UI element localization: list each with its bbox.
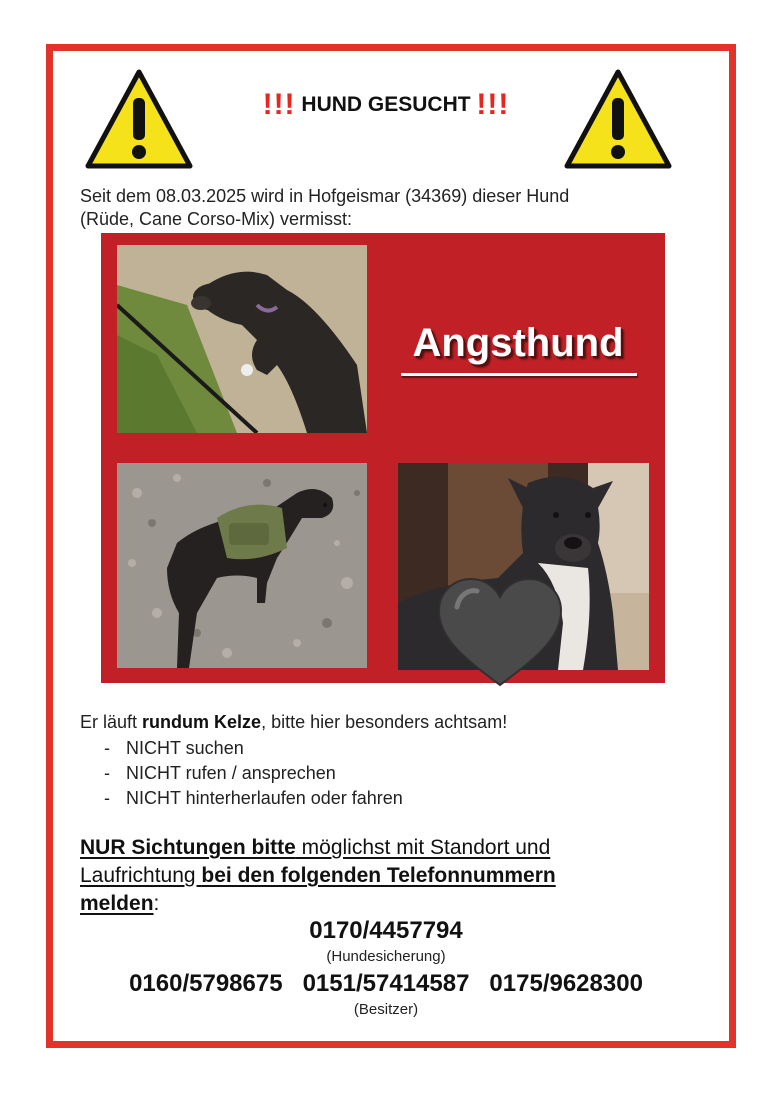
cta-part-4: bei den folgenden Telefonnummern xyxy=(201,864,556,887)
dog-photo-backpack xyxy=(117,463,367,668)
label-underline xyxy=(401,373,637,376)
owner-phone-2: 0151/57414587 xyxy=(302,970,470,997)
exclamation-right: !!! xyxy=(476,88,510,121)
title-text: HUND GESUCHT xyxy=(301,93,471,116)
cta-part-1: NUR Sichtungen bitte xyxy=(80,836,296,859)
label-besitzer: (Besitzer) xyxy=(353,1001,419,1018)
poster-title xyxy=(0,88,772,122)
phone-hundesicherung: 0170/4457794 xyxy=(309,917,463,944)
location-suffix: , bitte hier besonders achtsam! xyxy=(261,712,508,732)
cta-part-6: : xyxy=(153,892,160,915)
cta-part-2: möglichst mit Standort und xyxy=(295,836,551,859)
owner-phones xyxy=(0,970,772,998)
exclamation-left: !!! xyxy=(262,88,296,121)
owner-phone-3: 0175/9628300 xyxy=(489,970,643,997)
location-place: rundum Kelze xyxy=(142,712,262,732)
list-item: - NICHT hinterherlaufen oder fahren xyxy=(104,788,403,808)
location-prefix: Er läuft xyxy=(80,712,138,732)
call-to-action xyxy=(80,834,660,918)
owner-phone-1: 0160/5798675 xyxy=(129,970,283,997)
rules-list xyxy=(104,736,403,811)
list-item: - NICHT rufen / ansprechen xyxy=(104,763,336,783)
photo-collage xyxy=(101,233,665,683)
label-hundesicherung: (Hundesicherung) xyxy=(326,948,446,965)
heart-icon xyxy=(437,577,563,689)
cta-part-3: Laufrichtung xyxy=(80,864,202,887)
intro-line-1: Seit dem 08.03.2025 wird in Hofgeismar (34369) dieser Hund xyxy=(80,186,570,206)
location-notice xyxy=(80,712,507,733)
angsthund-label: Angsthund xyxy=(412,321,624,365)
intro-line-2: (Rüde, Cane Corso-Mix) vermisst: xyxy=(80,209,353,229)
cta-part-5: melden xyxy=(80,892,154,915)
list-item: - NICHT suchen xyxy=(104,738,244,758)
intro-text xyxy=(80,185,690,231)
dog-photo-standing xyxy=(117,245,367,433)
